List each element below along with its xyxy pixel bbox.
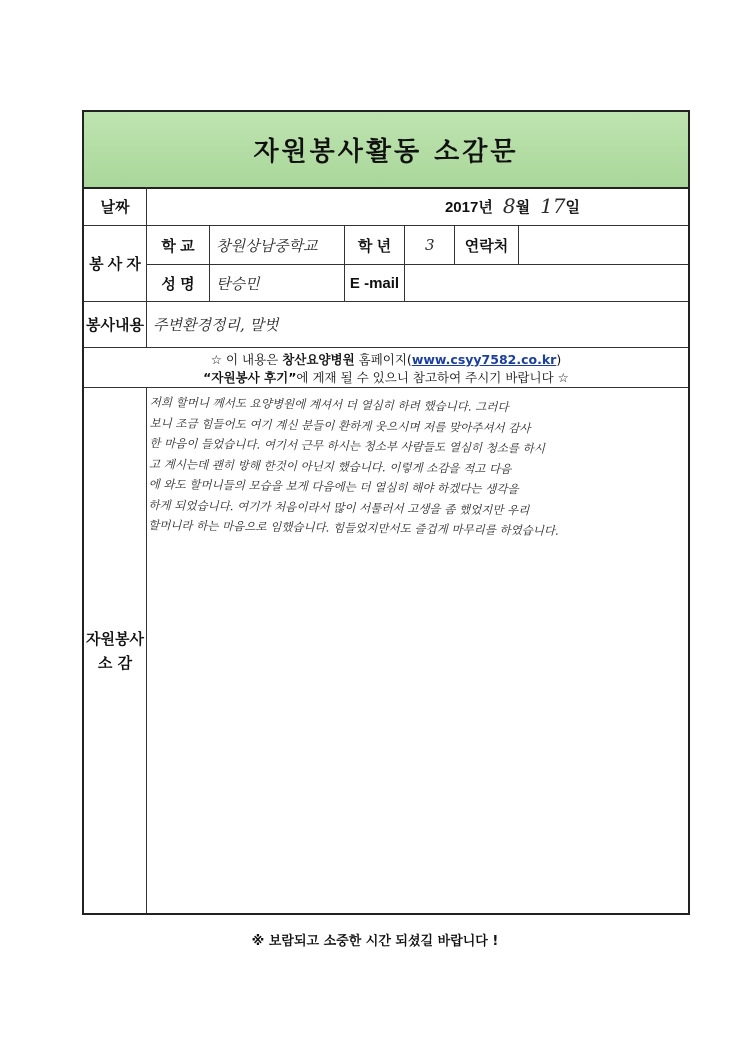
notice-hospital: 창산요양병원 bbox=[282, 352, 355, 367]
review-line: 하게 되었습니다. 여기가 처음이라서 많이 서툴러서 고생을 좀 했었지만 우리 bbox=[148, 497, 530, 517]
notice-pre: ☆ 이 내용은 bbox=[210, 352, 283, 367]
review-label-line-2: 소 감 bbox=[97, 653, 133, 672]
title-band bbox=[84, 112, 688, 189]
notice-line-2 bbox=[84, 369, 688, 387]
school-label: 학 교 bbox=[161, 237, 195, 255]
volunteer-label: 봉 사 자 bbox=[89, 256, 141, 273]
review-textarea[interactable] bbox=[148, 392, 678, 543]
date-field[interactable] bbox=[146, 187, 688, 225]
review-line: 한 마음이 들었습니다. 여기서 근무 하시는 청소부 사람들도 열심히 청소를 하시 bbox=[149, 435, 546, 456]
date-row bbox=[84, 187, 688, 226]
review-row bbox=[84, 388, 688, 913]
form-title: 자원봉사활동 소감문 bbox=[253, 137, 519, 167]
email-label: E -mail bbox=[344, 264, 404, 302]
volunteer-review-form bbox=[82, 110, 690, 915]
service-label: 봉사내용 bbox=[86, 317, 144, 334]
notice-mid: 홈페이지( bbox=[354, 352, 412, 367]
contact-label: 연락처 bbox=[454, 226, 518, 264]
service-row bbox=[84, 302, 688, 348]
review-line: 할머니라 하는 마음으로 임했습니다. 힘들었지만서도 즐겁게 마무리를 하였습니다. bbox=[148, 517, 559, 538]
date-day-unit: 일 bbox=[565, 198, 581, 216]
notice-rest: 에 게재 될 수 있으니 참고하여 주시기 바랍니다 ☆ bbox=[296, 370, 569, 385]
volunteer-block bbox=[84, 226, 688, 302]
review-line: 보니 조금 힘들어도 여기 계신 분들이 환하게 웃으시며 저를 맞아주셔서 감사 bbox=[149, 415, 531, 435]
footer-message: ※ 보람되고 소중한 시간 되셨길 바랍니다 ! bbox=[251, 934, 499, 949]
date-month-unit: 월 bbox=[515, 198, 531, 216]
review-label-line-1: 자원봉사 bbox=[86, 629, 144, 648]
grade-field[interactable]: 3 bbox=[404, 226, 454, 264]
notice-box bbox=[84, 348, 688, 388]
name-label: 성 명 bbox=[161, 275, 195, 293]
review-line: 저희 할머니 께서도 요양병원에 계셔서 더 열심히 하려 했습니다. 그러다 bbox=[149, 394, 509, 415]
review-line: 고 계시는데 괜히 방해 한것이 아닌지 했습니다. 이렇게 소감을 적고 다음 bbox=[148, 456, 512, 476]
school-field[interactable]: 창원상남중학교 bbox=[209, 226, 344, 264]
review-label bbox=[84, 388, 147, 913]
contact-field[interactable] bbox=[518, 226, 688, 264]
grade-label: 학 년 bbox=[344, 226, 404, 264]
date-year: 2017년 bbox=[444, 198, 493, 216]
notice-post: ) bbox=[556, 352, 562, 367]
notice-url-link[interactable]: www.csyy7582.co.kr bbox=[411, 352, 557, 367]
service-field[interactable]: 주변환경정리, 말벗 bbox=[146, 302, 688, 347]
name-field[interactable]: 탄승민 bbox=[209, 264, 344, 302]
date-month: 8 bbox=[502, 194, 516, 218]
review-line: 에 와도 할머니들의 모습을 보게 다음에는 더 열심히 해야 하겠다는 생각을 bbox=[148, 476, 519, 497]
email-field[interactable] bbox=[404, 264, 688, 302]
notice-quote: “자원봉사 후기” bbox=[203, 370, 297, 385]
date-label: 날짜 bbox=[100, 198, 130, 216]
notice-line-1 bbox=[84, 351, 688, 369]
date-day: 17 bbox=[540, 194, 566, 218]
